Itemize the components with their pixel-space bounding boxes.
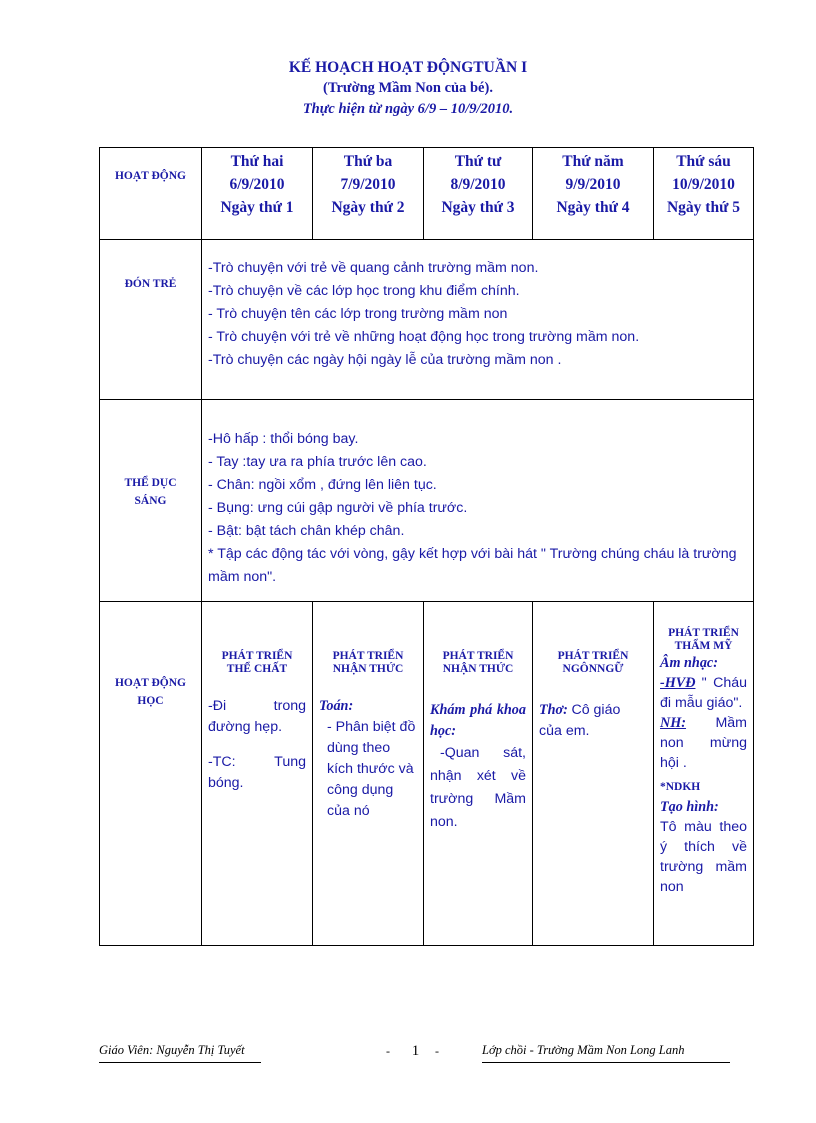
plan-title: KẾ HOẠCH HOẠT ĐỘNGTUẦN I	[288, 59, 528, 76]
hoat-dong-hoc-row	[100, 602, 754, 946]
list-item: * Tập các động tác với vòng, gậy kết hợp với bài hát " Trường chúng cháu là trường mầm non".	[208, 546, 737, 585]
hoat-dong-hoc-label-line2: HỌC	[137, 695, 164, 707]
activity-text: - Phân biệt đồ dùng theo kích thước và công dụng của nó	[327, 719, 416, 819]
activity-heading	[202, 650, 312, 676]
heading-line: PHÁT TRIỂN	[442, 650, 514, 662]
activity-text: -Quan sát, nhận xét về trường Mầm non.	[430, 745, 526, 830]
tao-hinh-label: Tạo hình:	[660, 799, 719, 815]
day-name: Thứ năm	[562, 153, 624, 170]
the-duc-content	[202, 400, 754, 602]
day-name: Thứ tư	[454, 153, 502, 170]
am-nhac-label: Âm nhạc:	[660, 655, 718, 671]
nh-text: Mầm non mừng hội .	[660, 715, 747, 771]
day-date: 10/9/2010	[672, 176, 735, 193]
activity-heading	[313, 650, 423, 676]
hvd-label: -HVĐ	[660, 675, 696, 691]
don-tre-label-cell	[100, 240, 202, 400]
footer-teacher: Giáo Viên: Nguyễn Thị Tuyết	[99, 1043, 261, 1063]
the-duc-label-line1: THỂ DỤC	[124, 477, 177, 489]
activity-cell-5	[654, 602, 754, 946]
document-header	[0, 58, 816, 120]
page-number: 1	[411, 1043, 420, 1059]
heading-line: PHÁT TRIỂN	[221, 650, 293, 662]
day-number: Ngày thứ 1	[220, 199, 294, 216]
day-header-4	[533, 148, 654, 240]
activity-text: -TC: Tung bóng.	[208, 754, 306, 791]
list-item: - Bật: bật tách chân khép chân.	[208, 523, 405, 539]
day-date: 6/9/2010	[229, 176, 285, 193]
heading-line: NGÔNNGỮ	[562, 663, 624, 675]
day-number: Ngày thứ 2	[331, 199, 405, 216]
activity-cell-2	[313, 602, 424, 946]
activity-label: Khám phá khoa học:	[430, 702, 526, 739]
activity-cell-1	[202, 602, 313, 946]
day-header-5	[654, 148, 754, 240]
activity-heading	[533, 650, 653, 676]
weekly-plan-table	[99, 147, 754, 946]
footer-class: Lớp chồi - Trường Mầm Non Long Lanh	[482, 1043, 730, 1063]
tao-hinh-text: Tô màu theo ý thích về trường mầm non	[660, 819, 747, 895]
footer-page-number	[386, 1043, 466, 1060]
don-tre-row	[100, 240, 754, 400]
day-header-2	[313, 148, 424, 240]
activity-heading	[424, 650, 532, 676]
hoat-dong-hoc-label-cell	[100, 602, 202, 946]
activity-text: -Đi trong đường hẹp.	[208, 698, 306, 735]
the-duc-row	[100, 400, 754, 602]
plan-subtitle: (Trường Mầm Non của bé).	[323, 80, 493, 96]
day-number: Ngày thứ 4	[556, 199, 630, 216]
list-item: - Trò chuyện tên các lớp trong trường mầm non	[208, 306, 508, 322]
day-date: 7/9/2010	[340, 176, 396, 193]
activity-text: Cô giáo của em.	[539, 702, 621, 739]
day-header-3	[424, 148, 533, 240]
list-item: -Trò chuyện các ngày hội ngày lễ của trường mầm non .	[208, 352, 562, 368]
page-dash: -	[386, 1044, 390, 1058]
heading-line: NHẬN THỨC	[442, 663, 514, 675]
list-item: -Trò chuyện về các lớp học trong khu điểm chính.	[208, 283, 520, 299]
nh-block	[660, 713, 747, 773]
activity-block	[424, 700, 532, 834]
the-duc-label-line2: SÁNG	[134, 495, 167, 507]
nh-label: NH:	[660, 715, 687, 731]
heading-line: THỂ CHẤT	[226, 663, 288, 675]
day-date: 8/9/2010	[450, 176, 506, 193]
activity-label: Toán:	[319, 698, 354, 714]
corner-label-cell	[100, 148, 202, 240]
day-number: Ngày thứ 3	[441, 199, 515, 216]
list-item: - Bụng: ưng cúi gập người về phía trước.	[208, 500, 468, 516]
list-item: -Hô hấp : thổi bóng bay.	[208, 431, 359, 447]
activity-cell-4	[533, 602, 654, 946]
don-tre-content	[202, 240, 754, 400]
plan-dates: Thực hiện từ ngày 6/9 – 10/9/2010.	[302, 101, 514, 117]
heading-line: PHÁT TRIỂN	[557, 650, 629, 662]
list-item: - Tay :tay ưa ra phía trước lên cao.	[208, 454, 427, 470]
activity-block	[654, 653, 753, 897]
the-duc-label-cell	[100, 400, 202, 602]
day-header-1	[202, 148, 313, 240]
day-name: Thứ sáu	[676, 153, 731, 170]
hoat-dong-hoc-label-line1: HOẠT ĐỘNG	[114, 677, 187, 689]
list-item: - Chân: ngồi xổm , đứng lên liên tục.	[208, 477, 437, 493]
list-item: -Trò chuyện với trẻ về quang cảnh trường mầm non.	[208, 260, 539, 276]
day-date: 9/9/2010	[565, 176, 621, 193]
don-tre-label: ĐÓN TRẺ	[124, 278, 177, 290]
day-name: Thứ ba	[343, 153, 393, 170]
hvd-text: " Cháu đi mẫu giáo".	[660, 675, 747, 711]
corner-label: HOẠT ĐỘNG	[114, 170, 187, 182]
heading-line: THẨM MỸ	[674, 640, 733, 652]
day-number: Ngày thứ 5	[666, 199, 741, 216]
ndkh-label: *NDKH	[660, 781, 701, 793]
table-header-row	[100, 148, 754, 240]
activity-label: Thơ:	[539, 702, 568, 718]
day-name: Thứ hai	[230, 153, 284, 170]
hvd-block	[660, 673, 747, 713]
list-item: - Trò chuyện với trẻ về những hoạt động học trong trường mầm non.	[208, 329, 640, 345]
activity-block	[313, 696, 423, 822]
heading-line: NHẬN THỨC	[332, 663, 404, 675]
heading-line: PHÁT TRIỂN	[668, 627, 739, 639]
heading-line: PHÁT TRIỂN	[332, 650, 404, 662]
page-dash: -	[435, 1044, 439, 1058]
activity-heading	[654, 627, 753, 653]
activity-cell-3	[424, 602, 533, 946]
activity-block	[533, 700, 653, 742]
